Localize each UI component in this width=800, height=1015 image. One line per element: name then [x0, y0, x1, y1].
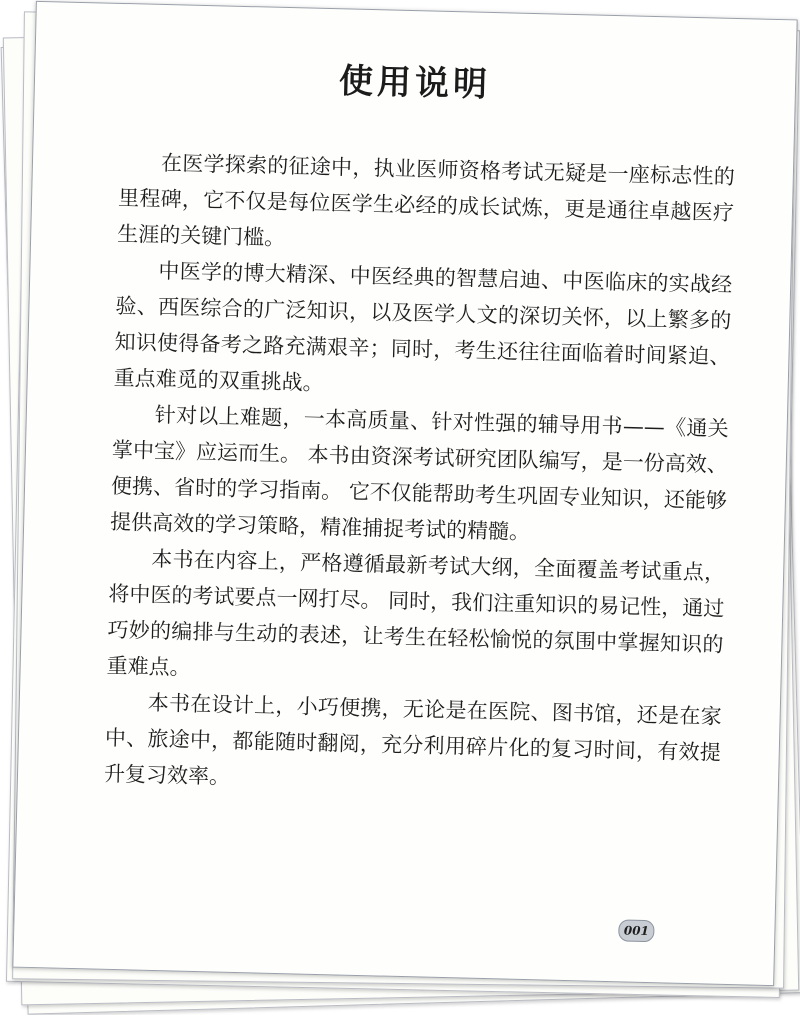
paragraph: 本书在内容上，严格遵循最新考试大纲，全面覆盖考试重点，将中医的考试要点一网打尽。 同时，我们注重知识的易记性，通过巧妙的编排与生动的表述，让考生在轻松愉悦的氛围中掌握知识的重难点。	[106, 546, 726, 680]
paragraph: 中医学的博大精深、中医经典的智慧启迪、中医临床的实战经验、西医综合的广泛知识，以及医学人文的深切关怀，以上繁多的知识使得备考之路充满艰辛；同时，考生还往往面临着时间紧迫、重点难觅的双重挑战。	[113, 258, 733, 395]
page-number: 001	[618, 919, 655, 942]
paragraph: 针对以上难题，一本高质量、针对性强的辅导用书——《通关掌中宝》应运而生。 本书由资深考试研究团队编写，是一份高效、便携、省时的学习指南。 它不仅能帮助考生巩固专业知识，还能够提供高效的学习策略，精准捕捉考试的精髓。	[109, 402, 729, 545]
paragraph: 在医学探索的征途中，执业医师资格考试无疑是一座标志性的里程碑，它不仅是每位医学生必经的成长试炼，更是通往卓越医疗生涯的关键门槛。	[116, 150, 736, 250]
body-text	[104, 144, 736, 807]
document-page	[12, 1, 797, 986]
page-title: 使用说明	[338, 61, 492, 105]
paragraph: 本书在设计上，小巧便携，无论是在医院、图书馆，还是在家中、旅途中，都能随时翻阅，充分利用碎片化的复习时间，有效提升复习效率。	[103, 690, 722, 789]
